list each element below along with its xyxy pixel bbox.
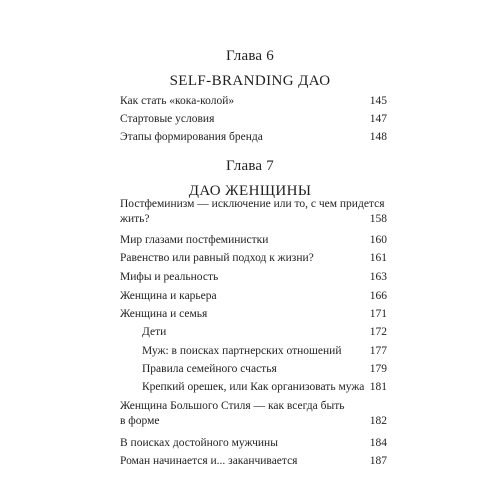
toc-entry-page: 171 bbox=[369, 308, 387, 320]
chapter-label: Глава 6 bbox=[226, 48, 274, 64]
toc-entry-page: 166 bbox=[369, 290, 387, 302]
toc-entry[interactable] bbox=[120, 112, 387, 127]
chapter-title: SELF-BRANDING ДАО bbox=[169, 73, 331, 89]
toc-entry[interactable] bbox=[120, 197, 387, 227]
toc-entry-title: Женщина и семья bbox=[120, 308, 208, 320]
toc-entry-title: Муж: в поисках партнерских отношений bbox=[142, 345, 342, 357]
toc-entry-title: Мифы и реальность bbox=[120, 271, 219, 283]
toc-entry-title: Мир глазами постфеминистки bbox=[120, 234, 269, 246]
toc-entry-title: Стартовые условия bbox=[120, 113, 215, 125]
toc-entry[interactable] bbox=[120, 399, 387, 429]
toc-subentry[interactable] bbox=[120, 344, 387, 359]
toc-subentry[interactable] bbox=[120, 380, 387, 395]
toc-entry[interactable] bbox=[120, 454, 387, 469]
chapter-7-heading bbox=[0, 157, 500, 200]
toc-entry-title: Равенство или равный подход к жизни? bbox=[120, 252, 314, 264]
toc-entry-title: В поисках достойного мужчины bbox=[120, 437, 278, 449]
toc-entry[interactable] bbox=[120, 270, 387, 285]
toc-entry-page: 182 bbox=[369, 415, 387, 427]
toc-entry-page: 163 bbox=[369, 271, 387, 283]
toc-entry-page: 184 bbox=[369, 437, 387, 449]
toc-entry[interactable] bbox=[120, 233, 387, 248]
toc-entry-title: Дети bbox=[142, 326, 167, 338]
toc-entry-page: 158 bbox=[369, 213, 387, 225]
toc-entry-title-line: Постфеминизм — исключение или то, с чем придется bbox=[120, 198, 385, 210]
toc-entry-page: 148 bbox=[369, 131, 387, 143]
toc-entry-title-line: в форме bbox=[120, 415, 160, 427]
toc-entry[interactable] bbox=[120, 94, 387, 109]
chapter-label: Глава 7 bbox=[226, 158, 274, 174]
toc-entry-title bbox=[120, 399, 368, 429]
toc-entry-title-line: Женщина Большого Стиля — как всегда быть bbox=[120, 400, 345, 412]
toc-entry[interactable] bbox=[120, 130, 387, 145]
toc-entry-page: 147 bbox=[369, 113, 387, 125]
toc-entry-page: 160 bbox=[369, 234, 387, 246]
toc-subentry[interactable] bbox=[120, 325, 387, 340]
toc-entry-title: Роман начинается и... заканчивается bbox=[120, 455, 298, 467]
toc-entry-page: 172 bbox=[369, 326, 387, 338]
toc-entry-page: 145 bbox=[369, 95, 387, 107]
toc-entry-title-line: жить? bbox=[120, 213, 150, 225]
toc-entry-page: 179 bbox=[369, 363, 387, 375]
toc-entry-title: Правила семейного счастья bbox=[142, 363, 277, 375]
toc-entry-title: Этапы формирования бренда bbox=[120, 131, 263, 143]
toc-entry-page: 181 bbox=[369, 381, 387, 393]
toc-entry-title: Крепкий орешек, или Как организовать мужа bbox=[142, 381, 365, 393]
toc-entry[interactable] bbox=[120, 307, 387, 322]
toc-entry[interactable] bbox=[120, 289, 387, 304]
toc-entry-title: Женщина и карьера bbox=[120, 290, 217, 302]
chapter-title: ДАО ЖЕНЩИНЫ bbox=[188, 183, 312, 199]
toc-entry[interactable] bbox=[120, 251, 387, 266]
toc-subentry[interactable] bbox=[120, 362, 387, 377]
chapter-6-heading bbox=[0, 47, 500, 90]
toc-entry-page: 187 bbox=[369, 455, 387, 467]
toc-entry-page: 161 bbox=[369, 252, 387, 264]
toc-entry-page: 177 bbox=[369, 345, 387, 357]
toc-entry[interactable] bbox=[120, 436, 387, 451]
toc-entry-title: Как стать «кока-колой» bbox=[120, 95, 235, 107]
